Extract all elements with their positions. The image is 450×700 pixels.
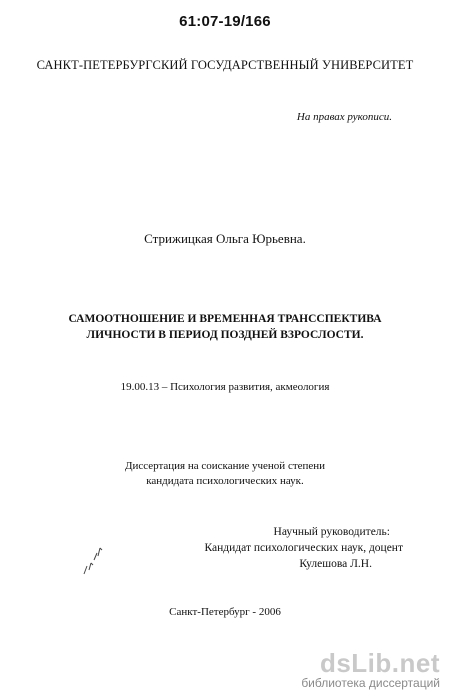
watermark-subtitle: библиотека диссертаций xyxy=(301,676,440,690)
rights-note: На правах рукописи. xyxy=(296,111,392,123)
advisor-line-2: Кандидат психологических наук, доцент xyxy=(204,542,403,554)
title-line-1: САМООТНОШЕНИЕ И ВРЕМЕННАЯ ТРАНССПЕКТИВА xyxy=(68,313,382,325)
advisor-line-3: Кулешова Л.Н. xyxy=(299,558,372,570)
advisor-line-1: Научный руководитель: xyxy=(273,526,390,538)
handwritten-mark xyxy=(80,544,106,578)
dissertation-title xyxy=(0,311,450,343)
watermark xyxy=(301,648,440,690)
author-name: Стрижицкая Ольга Юрьевна. xyxy=(144,231,306,246)
title-line-2: ЛИЧНОСТИ В ПЕРИОД ПОЗДНЕЙ ВЗРОСЛОСТИ. xyxy=(86,329,364,341)
degree-line-2: кандидата психологических наук. xyxy=(146,475,304,487)
degree-line-1: Диссертация на соискание ученой степени xyxy=(124,460,326,472)
specialty-code: 19.00.13 – Психология развития, акмеология xyxy=(120,381,330,393)
watermark-logo: dsLib.net xyxy=(319,648,440,678)
catalog-stamp: 61:07-19/166 xyxy=(179,13,271,30)
scientific-advisor xyxy=(205,524,403,572)
university-name: САНКТ-ПЕТЕРБУРГСКИЙ ГОСУДАРСТВЕННЫЙ УНИВЕРСИТЕТ xyxy=(36,58,414,72)
city-and-year: Санкт-Петербург - 2006 xyxy=(169,606,281,618)
degree-statement xyxy=(0,459,450,489)
